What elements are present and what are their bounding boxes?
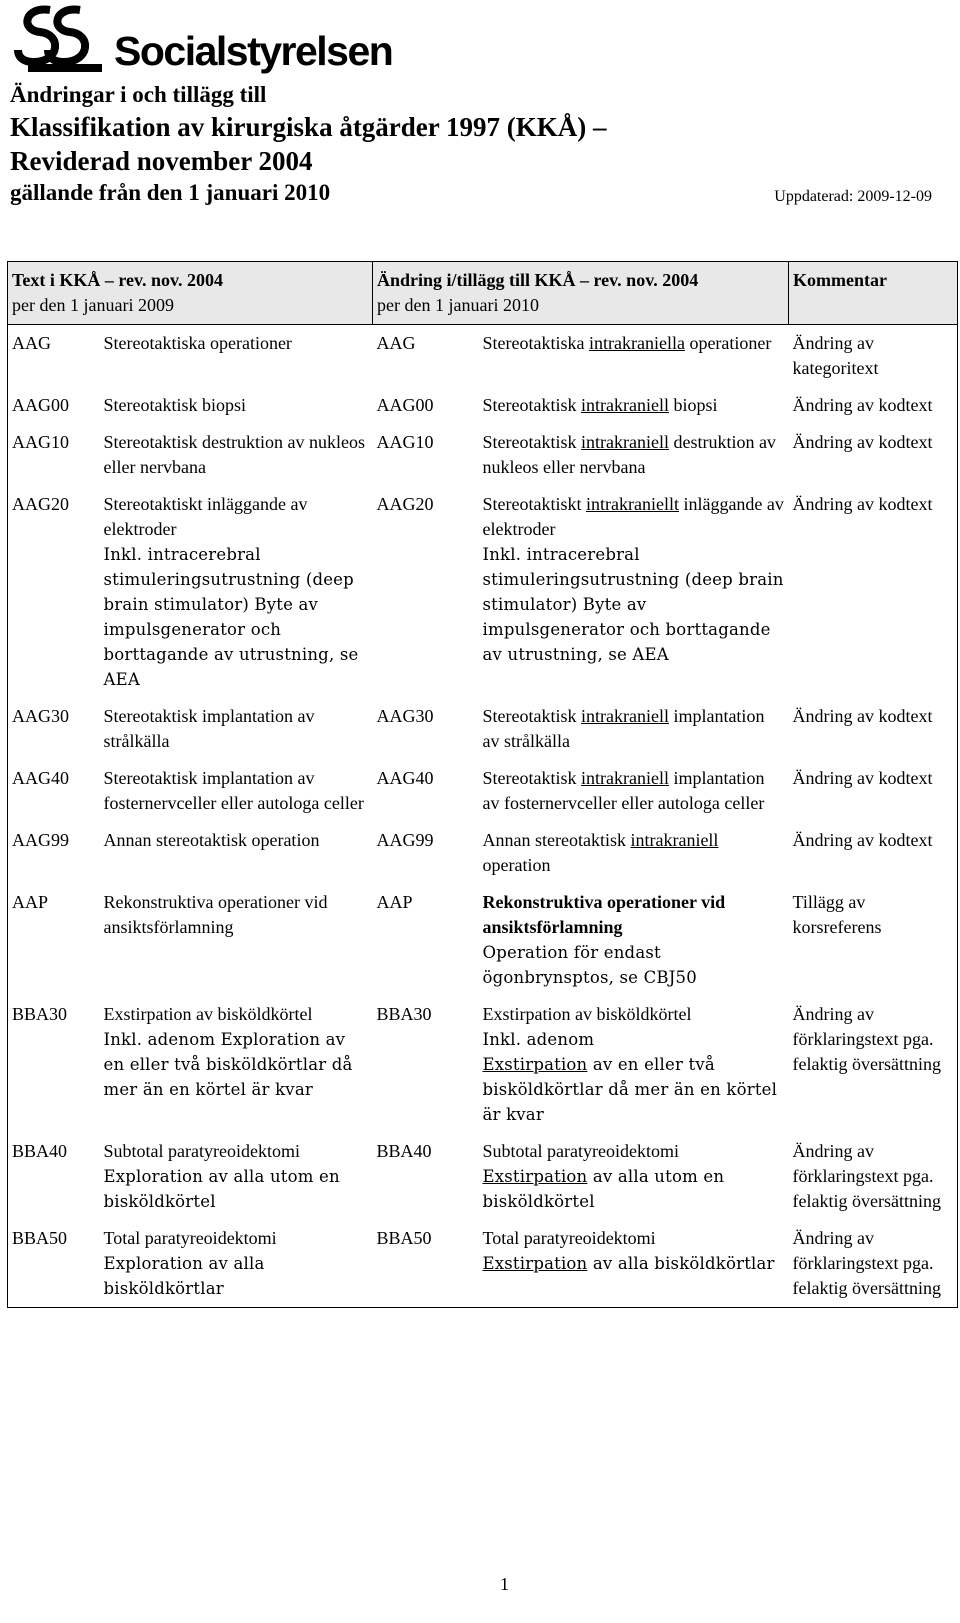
document-title <box>10 80 607 208</box>
new-code: AAG30 <box>376 706 434 726</box>
old-text: Subtotal paratyreoidektomi Exploration av alla utom en bisköldkörtel <box>103 1141 340 1211</box>
new-text: Rekonstruktiva operationer vid ansiktsförlamning Operation för endast ögonbrynsptos, se CBJ50 <box>482 892 726 987</box>
table-row <box>8 1220 958 1308</box>
socialstyrelsen-emblem-icon <box>10 2 110 78</box>
changes-table <box>7 261 958 1308</box>
new-text: Annan stereotaktisk intrakraniell operation <box>482 830 719 875</box>
old-text: Stereotaktisk destruktion av nukleos eller nervbana <box>103 432 365 477</box>
new-code: AAG40 <box>376 768 434 788</box>
new-text: Stereotaktiskt intrakraniellt inläggande av elektroder Inkl. intracerebral stimuleringsutrustning (deep brain stimulator) Byte av impulsgenerator och borttagande av utrustning, se AEA <box>482 494 784 664</box>
brand-name: Socialstyrelsen <box>114 28 393 74</box>
title-line-3: Reviderad november 2004 <box>10 146 313 176</box>
new-text: Subtotal paratyreoidektomi Exstirpation av alla utom en bisköldkörtel <box>482 1141 725 1211</box>
header-comment: Kommentar <box>789 262 958 325</box>
new-text: Stereotaktiska intrakraniella operationer <box>482 333 772 353</box>
logo <box>10 2 410 78</box>
table-row <box>8 486 958 698</box>
new-code: AAG00 <box>376 395 434 415</box>
old-code: BBA50 <box>12 1228 68 1248</box>
table-row <box>8 325 958 388</box>
new-text: Exstirpation av bisköldkörtel Inkl. adenom Exstirpation av en eller två bisköldkörtlar då mer än en körtel är kvar <box>482 1004 778 1124</box>
comment: Ändring av kodtext <box>792 432 933 452</box>
title-line-4: gällande från den 1 januari 2010 <box>10 180 331 205</box>
new-code: BBA30 <box>376 1004 432 1024</box>
new-code: AAG99 <box>376 830 434 850</box>
new-code: BBA40 <box>376 1141 432 1161</box>
new-code: BBA50 <box>376 1228 432 1248</box>
new-code: AAG20 <box>376 494 434 514</box>
old-text: Stereotaktiskt inläggande av elektroder Inkl. intracerebral stimuleringsutrustning (deep brain stimulator) Byte av impulsgenerator och borttagande av utrustning, se AEA <box>103 494 359 689</box>
old-code: AAG20 <box>12 494 69 514</box>
new-code: AAP <box>376 892 413 912</box>
old-code: AAG00 <box>12 395 69 415</box>
new-text: Total paratyreoidektomi Exstirpation av alla bisköldkörtlar <box>482 1228 775 1273</box>
new-code: AAG <box>376 333 416 353</box>
old-text: Rekonstruktiva operationer vid ansiktsförlamning <box>103 892 328 937</box>
title-line-1: Ändringar i och tillägg till <box>10 82 267 107</box>
old-code: BBA40 <box>12 1141 68 1161</box>
comment: Ändring av kodtext <box>792 494 933 514</box>
old-text: Stereotaktisk biopsi <box>103 395 246 415</box>
table-row <box>8 698 958 760</box>
table-row <box>8 760 958 822</box>
table-row <box>8 996 958 1133</box>
old-code: AAG10 <box>12 432 69 452</box>
old-code: AAG99 <box>12 830 69 850</box>
table-row <box>8 1133 958 1220</box>
table-row <box>8 387 958 424</box>
new-code: AAG10 <box>376 432 434 452</box>
old-text: Stereotaktisk implantation av fosternervceller eller autologa celler <box>103 768 364 813</box>
comment: Ändring av förklaringstext pga. felaktig översättning <box>792 1004 941 1074</box>
header-new-text: Ändring i/tillägg till KKÅ – rev. nov. 2004 per den 1 januari 2010 <box>373 262 789 325</box>
old-code: AAP <box>12 892 49 912</box>
old-code: BBA30 <box>12 1004 68 1024</box>
table-row <box>8 822 958 884</box>
comment: Ändring av kodtext <box>792 830 933 850</box>
old-text: Total paratyreoidektomi Exploration av alla bisköldkörtlar <box>103 1228 277 1298</box>
comment: Ändring av förklaringstext pga. felaktig översättning <box>792 1141 941 1211</box>
comment: Ändring av kodtext <box>792 768 933 788</box>
comment: Ändring av förklaringstext pga. felaktig översättning <box>792 1228 941 1298</box>
table-header <box>8 262 958 325</box>
old-text: Exstirpation av bisköldkörtel Inkl. adenom Exploration av en eller två bisköldkörtlar då mer än en körtel är kvar <box>103 1004 353 1099</box>
comment: Tillägg av korsreferens <box>792 892 882 937</box>
old-code: AAG40 <box>12 768 69 788</box>
new-text: Stereotaktisk intrakraniell biopsi <box>482 395 718 415</box>
page-number: 1 <box>500 1574 509 1594</box>
comment: Ändring av kodtext <box>792 706 933 726</box>
old-code: AAG30 <box>12 706 69 726</box>
old-text: Stereotaktisk implantation av strålkälla <box>103 706 315 751</box>
comment: Ändring av kategoritext <box>792 333 879 378</box>
comment: Ändring av kodtext <box>792 395 933 415</box>
updated-date: Uppdaterad: 2009-12-09 <box>774 188 932 205</box>
title-line-2: Klassifikation av kirurgiska åtgärder 1997 (KKÅ) – <box>10 112 607 142</box>
old-text: Annan stereotaktisk operation <box>103 830 320 850</box>
header-old-text: Text i KKÅ – rev. nov. 2004 per den 1 januari 2009 <box>8 262 373 325</box>
table-row <box>8 884 958 996</box>
new-text: Stereotaktisk intrakraniell destruktion av nukleos eller nervbana <box>482 432 776 477</box>
table-row <box>8 424 958 486</box>
old-text: Stereotaktiska operationer <box>103 333 292 353</box>
old-code: AAG <box>12 333 51 353</box>
new-text: Stereotaktisk intrakraniell implantation av fosternervceller eller autologa celler <box>482 768 765 813</box>
new-text: Stereotaktisk intrakraniell implantation av strålkälla <box>482 706 765 751</box>
